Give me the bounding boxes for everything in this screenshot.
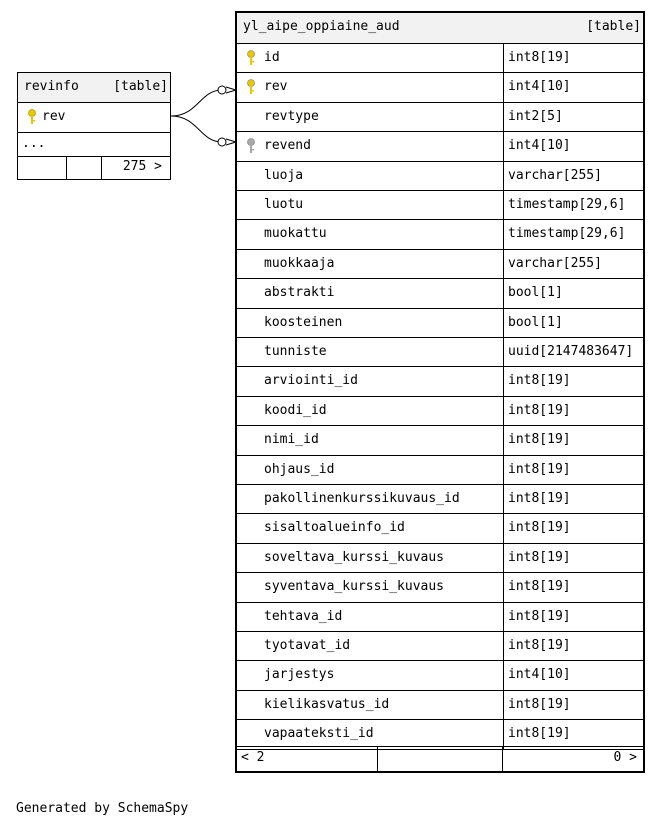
column-type: uuid[2147483647] — [508, 344, 634, 359]
column-name: ohjaus_id — [264, 461, 335, 477]
foreign-key-icon — [246, 138, 256, 154]
column-row[interactable] — [237, 44, 643, 73]
column-type-cell — [503, 573, 643, 601]
column-row[interactable] — [18, 103, 170, 133]
column-row[interactable] — [237, 162, 643, 191]
column-row[interactable] — [237, 456, 643, 485]
column-name: vapaateksti_id — [264, 726, 374, 742]
column-name: abstrakti — [264, 285, 335, 301]
column-name-cell — [237, 544, 503, 572]
column-name: arviointi_id — [264, 373, 358, 389]
column-type-cell — [503, 426, 643, 454]
column-name: tehtava_id — [264, 608, 343, 624]
column-type: varchar[255] — [508, 167, 602, 183]
column-name-cell — [237, 573, 503, 601]
column-type-cell — [503, 661, 643, 689]
column-name-cell — [237, 426, 503, 454]
column-name-cell — [237, 485, 503, 513]
column-row[interactable] — [237, 514, 643, 543]
more-indicator: ... — [22, 136, 46, 151]
column-name: id — [264, 50, 280, 65]
column-name-cell — [237, 44, 503, 72]
column-name: rev — [264, 79, 288, 95]
column-type: timestamp[29,6] — [508, 226, 626, 242]
yl-aipe-oppiaine-aud-table[interactable] — [235, 11, 645, 773]
column-type: int8[19] — [508, 50, 571, 65]
column-type-cell — [503, 279, 643, 307]
column-row[interactable] — [237, 397, 643, 426]
column-type-cell — [503, 44, 643, 72]
column-name: kielikasvatus_id — [264, 696, 390, 712]
connector-end-circle — [218, 86, 226, 94]
column-name-cell — [237, 691, 503, 719]
column-type-cell — [503, 367, 643, 395]
column-type: bool[1] — [508, 314, 563, 330]
table-footer — [18, 156, 170, 179]
table-footer — [237, 746, 643, 771]
column-name: revend — [264, 138, 311, 154]
column-name: syventava_kurssi_kuvaus — [264, 579, 445, 595]
column-name: muokattu — [264, 226, 327, 242]
column-row[interactable] — [237, 73, 643, 102]
column-type: int8[19] — [508, 579, 571, 595]
column-type-cell — [503, 309, 643, 337]
column-name-cell — [237, 514, 503, 542]
table-name: revinfo — [24, 79, 79, 94]
column-type-cell — [503, 132, 643, 160]
column-row[interactable] — [237, 485, 643, 514]
column-row[interactable] — [237, 661, 643, 690]
column-type: int8[19] — [508, 461, 571, 477]
revinfo-table[interactable] — [17, 72, 171, 180]
column-name-cell — [237, 162, 503, 190]
column-type-cell — [503, 691, 643, 719]
connector-revend — [171, 116, 222, 142]
children-count[interactable] — [503, 747, 643, 771]
column-type-cell — [503, 250, 643, 278]
children-count-label: 0 > — [613, 750, 637, 765]
column-name: muokkaaja — [264, 255, 335, 271]
column-name: koodi_id — [264, 402, 327, 418]
column-type: int8[19] — [508, 373, 571, 389]
column-type: int4[10] — [508, 667, 571, 683]
column-name-cell — [237, 661, 503, 689]
column-row[interactable] — [237, 603, 643, 632]
column-type-cell — [503, 456, 643, 484]
column-name: tyotavat_id — [264, 638, 351, 653]
more-columns-row[interactable] — [18, 133, 170, 157]
column-name: koosteinen — [264, 314, 343, 330]
parents-count[interactable] — [237, 747, 378, 771]
column-type-cell — [503, 103, 643, 131]
column-row[interactable] — [237, 338, 643, 367]
column-row[interactable] — [237, 309, 643, 338]
column-name-cell — [237, 397, 503, 425]
connector-end-circle — [218, 138, 226, 146]
column-type: int8[19] — [508, 638, 571, 653]
column-type-cell — [503, 397, 643, 425]
table-header — [18, 73, 170, 103]
footer-cell — [67, 156, 102, 179]
column-type-cell — [503, 514, 643, 542]
column-type: int8[19] — [508, 402, 571, 418]
column-row[interactable] — [237, 691, 643, 720]
column-name-cell — [237, 279, 503, 307]
column-name: nimi_id — [264, 432, 319, 448]
column-row[interactable] — [237, 367, 643, 396]
column-name-cell — [237, 603, 503, 631]
column-name-cell — [237, 367, 503, 395]
column-row[interactable] — [237, 220, 643, 249]
primary-key-icon — [27, 109, 37, 125]
column-row[interactable] — [237, 279, 643, 308]
connector-rev — [171, 90, 222, 116]
column-name: jarjestys — [264, 667, 335, 683]
column-name-cell — [237, 632, 503, 660]
footer-cell — [378, 747, 503, 771]
column-name: rev — [42, 109, 66, 124]
table-kind: [table] — [113, 79, 168, 94]
column-type: int4[10] — [508, 138, 571, 154]
column-name: pakollinenkurssikuvaus_id — [264, 491, 460, 506]
column-row[interactable] — [237, 103, 643, 132]
table-kind: [table] — [586, 19, 641, 34]
column-type-cell — [503, 191, 643, 219]
column-type: timestamp[29,6] — [508, 197, 626, 212]
column-type-cell — [503, 162, 643, 190]
column-name-cell — [237, 456, 503, 484]
column-name: revtype — [264, 108, 319, 124]
column-name-cell — [237, 250, 503, 278]
primary-key-icon — [246, 79, 256, 95]
column-type: varchar[255] — [508, 255, 602, 271]
column-name-cell — [237, 338, 503, 366]
column-name: luotu — [264, 197, 304, 212]
children-count-label: 275 > — [122, 159, 162, 174]
column-row[interactable] — [237, 544, 643, 573]
column-type: int8[19] — [508, 432, 571, 448]
column-name-cell — [237, 132, 503, 160]
column-type: int4[10] — [508, 79, 571, 95]
column-type-cell — [503, 632, 643, 660]
column-name: soveltava_kurssi_kuvaus — [264, 549, 445, 565]
column-name: sisaltoalueinfo_id — [264, 520, 405, 536]
column-type: int8[19] — [508, 549, 571, 565]
column-type: int2[5] — [508, 108, 563, 124]
column-name-cell — [237, 309, 503, 337]
column-name-cell — [237, 73, 503, 101]
parents-count-label: < 2 — [241, 750, 265, 765]
column-name-cell — [237, 720, 503, 748]
column-type-cell — [503, 338, 643, 366]
column-type-cell — [503, 603, 643, 631]
table-name: yl_aipe_oppiaine_aud — [243, 19, 400, 34]
column-name: tunniste — [264, 344, 327, 359]
column-type: int8[19] — [508, 520, 571, 536]
column-type-cell — [503, 720, 643, 748]
column-name-cell — [237, 220, 503, 248]
footer-cell — [18, 156, 67, 179]
column-type: int8[19] — [508, 696, 571, 712]
generated-by-text: Generated by SchemaSpy — [16, 801, 189, 816]
column-type-cell — [503, 485, 643, 513]
column-type: int8[19] — [508, 608, 571, 624]
column-type: int8[19] — [508, 491, 571, 506]
column-row[interactable] — [237, 632, 643, 661]
primary-key-icon — [246, 50, 256, 66]
column-row[interactable] — [237, 191, 643, 220]
column-row[interactable] — [237, 573, 643, 602]
column-name: luoja — [264, 167, 304, 183]
column-name-cell — [237, 103, 503, 131]
column-type-cell — [503, 220, 643, 248]
column-type-cell — [503, 73, 643, 101]
column-row[interactable] — [237, 250, 643, 279]
column-type: bool[1] — [508, 285, 563, 301]
column-name-cell — [237, 191, 503, 219]
column-type: int8[19] — [508, 726, 571, 742]
column-row[interactable] — [237, 132, 643, 161]
column-type-cell — [503, 544, 643, 572]
table-header — [237, 13, 643, 44]
children-count[interactable] — [102, 156, 170, 179]
column-row[interactable] — [237, 426, 643, 455]
